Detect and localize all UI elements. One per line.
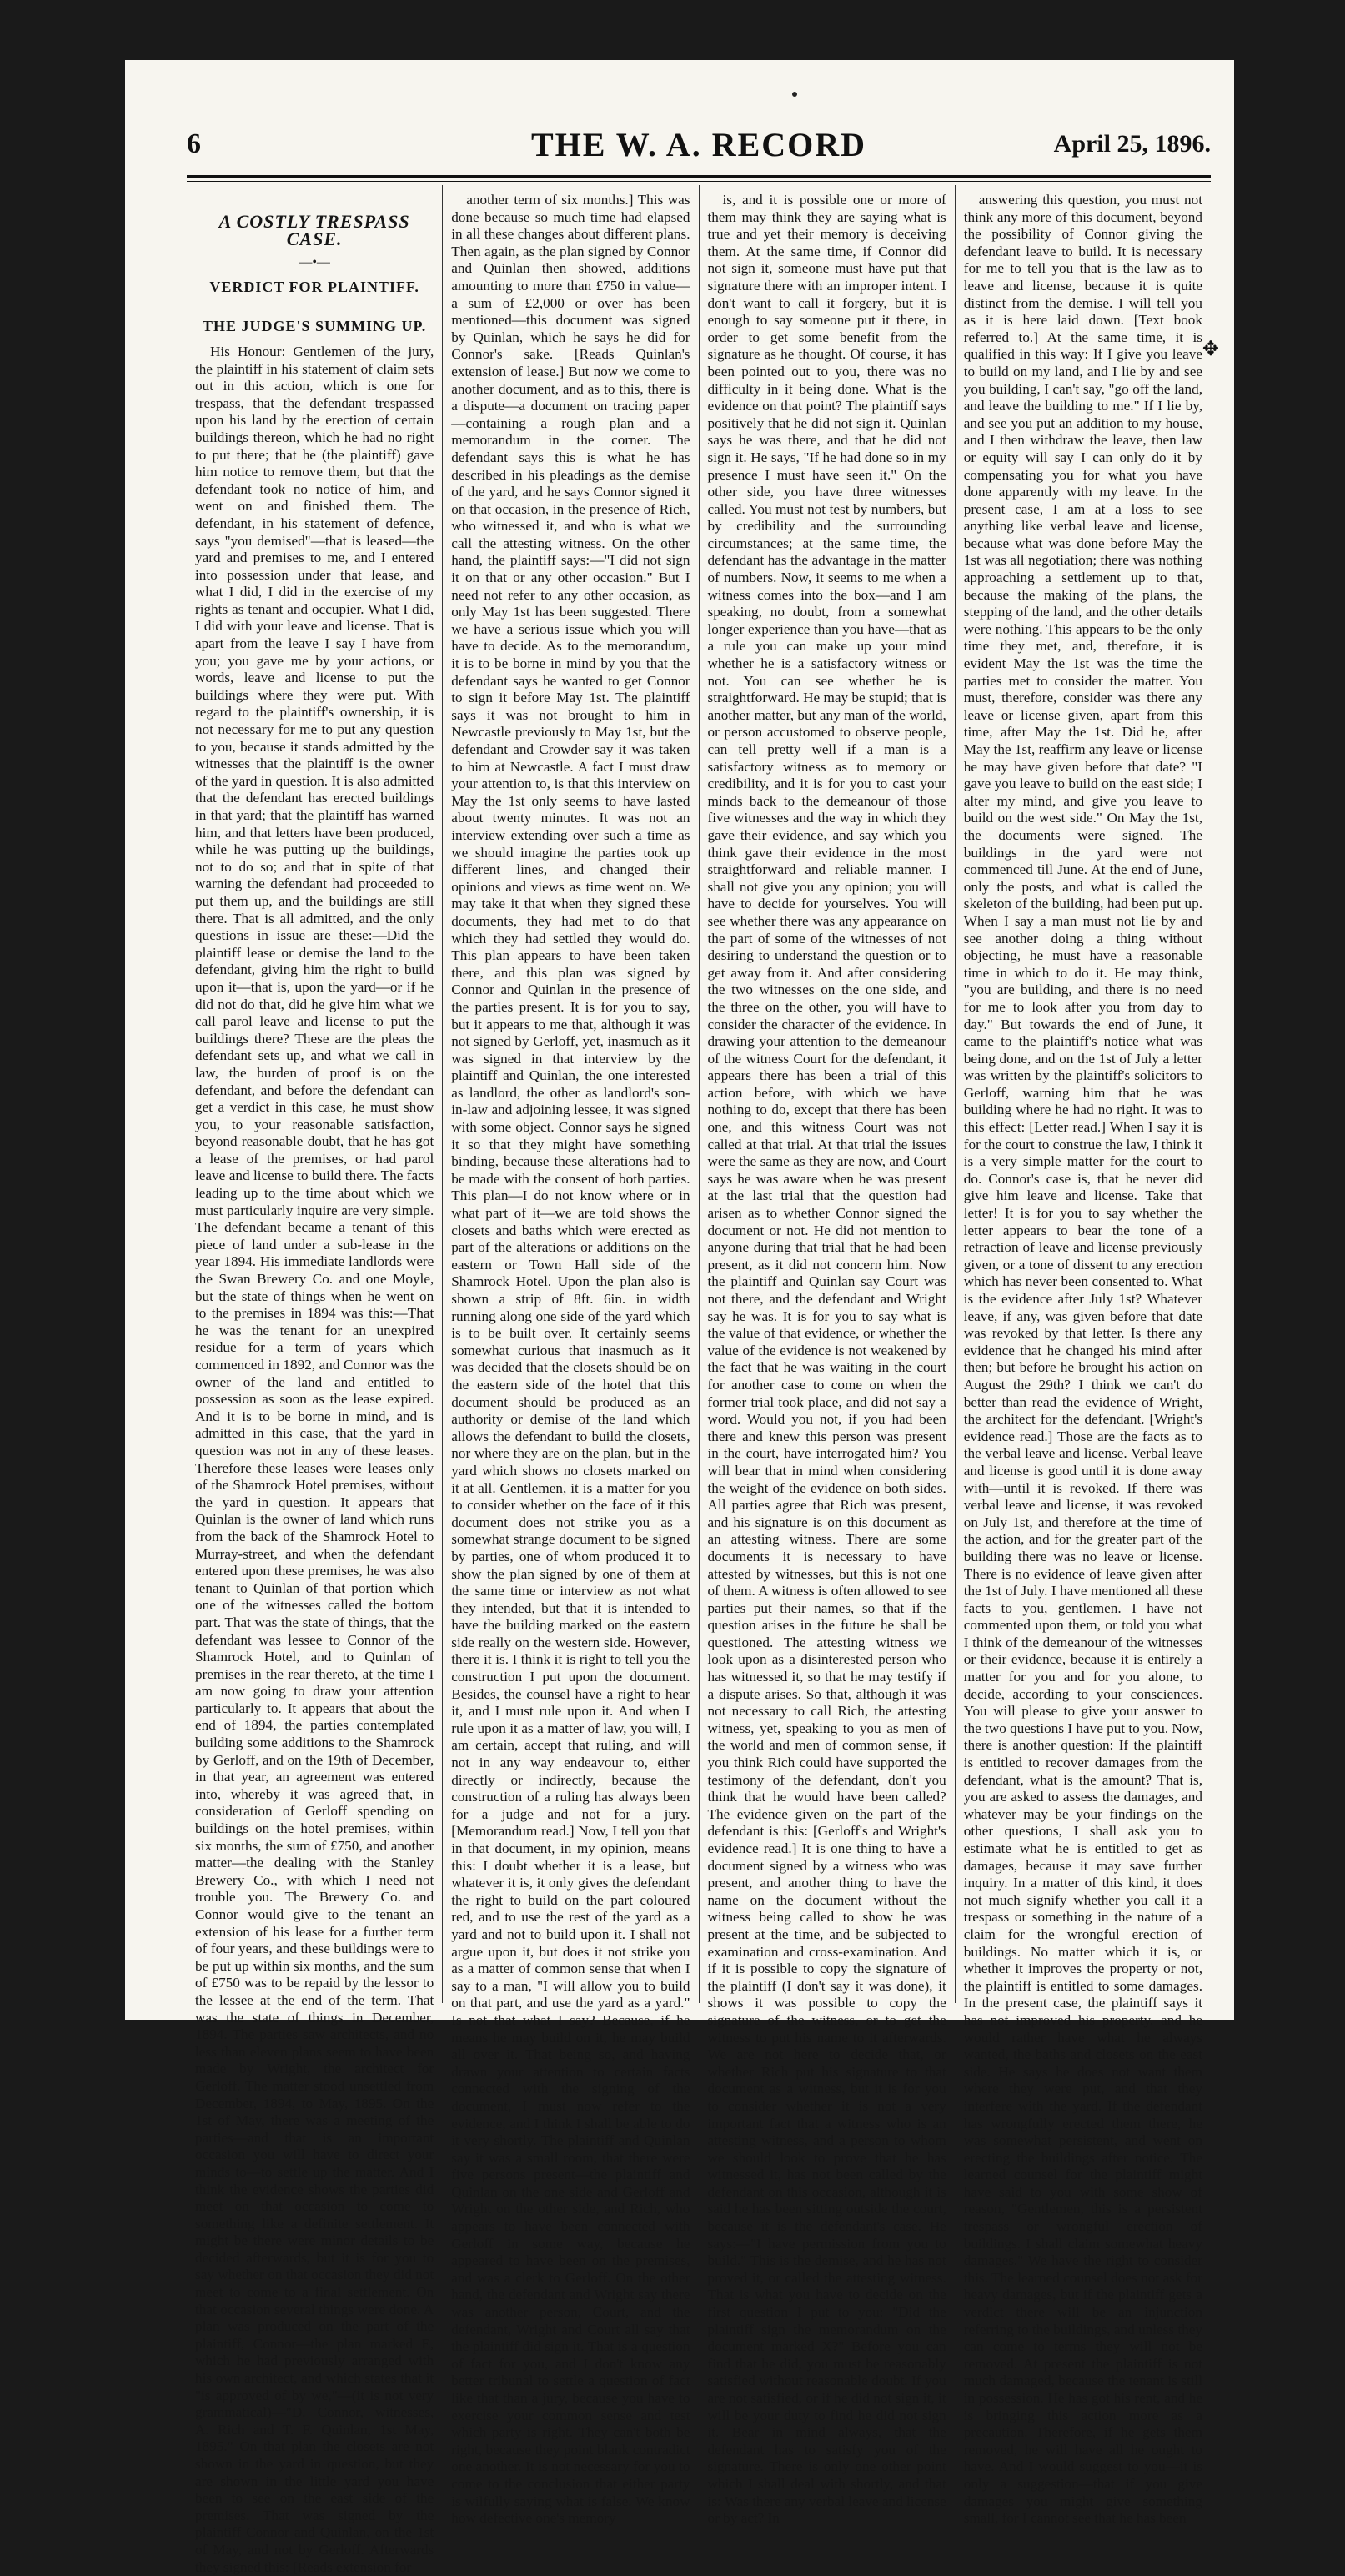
column-1 bbox=[187, 185, 442, 2575]
column-text: another term of six months.] This was done because so much time had elapsed in all these changes about different plans. Then again, as the plan signed by Connor and Quinlan then showed, additions amounting to more than £750 in value—a sum of £2,000 or over has been mentioned—this document was signed by Quinlan, which he says he did for Connor's sake. [Reads Quinlan's extension of lease.] But now we come to another document, and as to this, there is a dispute—a document on tracing paper—containing a rough plan and a memorandum in the corner. The defendant says this is what he has described in his pleadings as the demise of the yard, and he says Connor signed it on that occasion, in the presence of Rich, who witnessed it, and who is what we call the attesting witness. On the other hand, the plaintiff says:—"I did not sign it on that or any other occasion." But I need not refer to any other occasion, as only May 1st has been suggested. There we have a serious issue which you will have to decide. As to the memorandum, it is to be borne in mind by you that the defendant says he wanted to get Connor to sign it before May 1st. The plaintiff says it was not brought to him in Newcastle previously to May 1st, but the defendant and Crowder say it was taken to him at Newcastle. A fact I must draw your attention to, is that this interview on May the 1st only seems to have lasted about twenty minutes. It was not an interview extending over such a time as we should imagine the parties took up different lines, and changed their opinions and views as time went on. We may take it that when they signed these documents, they had met to do that which they had settled they would do. This plan appears to have been taken there, and this plan was signed by Connor and Quinlan in the presence of the parties present. It is for you to say, but it appears to me that, although it was not signed by Gerloff, yet, inasmuch as it was signed in that interview by the plaintiff and Quinlan, the one interested as landlord, the other as landlord's son-in-law and adjoining lessee, it was signed with some object. Connor says he signed it so that they might have something binding, because these alterations had to be made with the consent of both parties. This plan—I do not know where or in what part of it—we are told shows the closets and baths which were erected as part of the alterations or additions on the eastern or Town Hall side of the Shamrock Hotel. Upon the plan also is shown a strip of 8ft. 6in. in width running along one side of the yard which is to be built over. It certainly seems somewhat curious that inasmuch as it was decided that the closets should be on the eastern side of the hotel that this document should be produced as an authority or demise of the land which allows the defendant to build the closets, nor where they are on the plan, but in the yard which shows no closets marked on it at all. Gentlemen, it is a matter for you to consider whether on the face of it this document does not strike you as a somewhat strange document to be signed by parties, one of whom produced it to show the plan signed by one of them at the same time or interview as not what they intended, but that it is intended to have the building marked on the eastern side really on the western side. However, there it is. I think it is right to tell you the construction I put upon the document. Besides, the counsel have a right to hear it, and I must rule upon it. And when I rule upon it as a matter of law, you will, I am certain, accept that ruling, and will not in any way endeavour to, either directly or indirectly, because the construction of a ruling has always been for a judge and not for a jury. [Memorandum read.] Now, I tell you that in that document, in my opinion, means this: I doubt whether it is a lease, but whatever it is, it only gives the defendant the right to build on the part coloured red, and to use the rest of the yard as a yard and not to build upon it. I shall not argue upon it, but does it not strike you as a matter of common sense that when I say to a man, "I will allow you to build on that part, and use the yard as a yard." Is not that what I say? Because, if he means he may build on it, he may build all over it. That being so, and having drawn your attention to certain facts connected with the signing of the document, I must now refer to the evidence, and I think I shall be able to do it very shortly. The plaintiff and Quinlan say it was a small room, that there were five persons present—the plaintiff and Quinlan on the one side and Gerloff and Wright on the other side, and Rich, who appears to have been connected with Gerloff in some way, because he appeared to have been on the premises, and was a clerk to Gerloff. On the other hand, the defendant and Wright say there was another person, Court, and the defendant, Wright and Court all say that the plaintiff did sign it. That is a question of fact for you, and I don't know any better tribunal to settle a question of fact like that than a jury, because you have to exercise your common sense and test which party is right. They can't both be right, because they point blank contradict one another. It is not necessary for you to come to the conclusion that either party is wilfully saying what is false. We know how defective one's memory bbox=[451, 192, 690, 2527]
column-text: His Honour: Gentlemen of the jury, the plaintiff in his statement of claim sets out in this action, which is one for trespass, that the defendant trespassed upon his land by the erection of certain buildings thereon, which he had no right to put there; that he (the plaintiff) gave him notice to remove them, but that the defendant took no notice of him, and went on and finished them. The defendant, in his statement of defence, says "you demised"—that is leased—the yard and premises to me, and I entered into possession under that lease, and what I did, I did in the exercise of my rights as tenant and occupier. What I did, I did with your leave and license. That is apart from the leave I say I have from you; you gave me by your actions, or words, leave and license to put the buildings where they were put. With regard to the plaintiff's ownership, it is not necessary for me to put any question to you, because it stands admitted by the witnesses that the plaintiff is the owner of the yard in question. It is also admitted that the defendant has erected buildings in that yard; that the plaintiff has warned him, and that letters have been produced, while he was putting up the buildings, not to do so; and that in spite of that warning the defendant had proceeded to put them up, and the buildings are still there. That is all admitted, and the only questions in issue are these:—Did the plaintiff lease or demise the land to the defendant, giving him the right to build upon it—that is, upon the yard—or if he did not do that, did he give him what we call parol leave and license to put the buildings there? These are the pleas the defendant sets up, and what we call in law, the burden of proof is on the defendant, and before the defendant can get a verdict in this case, he must show you, to your reasonable satisfaction, beyond reasonable doubt, that he has got a lease of the premises, or had parol leave and license to build there. The facts leading up to the time about which we must particularly inquire are very simple. The defendant became a tenant of this piece of land under a sub-lease in the year 1894. His immediate landlords were the Swan Brewery Co. and one Moyle, but the state of things when he went on to the premises in 1894 was this:—That he was the tenant for an unexpired residue for a term of years which commenced in 1892, and Connor was the owner of the land and entitled to possession as soon as the lease expired. And it is to be borne in mind, and is admitted in this case, that the yard in question was not in any of these leases. Therefore these leases were leases only of the Shamrock Hotel premises, without the yard in question. It appears that Quinlan is the owner of land which runs from the back of the Shamrock Hotel to Murray-street, and when the defendant entered upon these premises, he was also tenant to Quinlan of that portion which one of the witnesses called the bottom part. That was the state of things, that the defendant was lessee to Connor of the Shamrock Hotel, and to Quinlan of premises in the rear thereto, at the time I am now going to draw your attention particularly to. It appears that about the end of 1894, the parties contemplated building some additions to the Shamrock by Gerloff, and on the 19th of December, in that year, an agreement was entered into, whereby it was agreed that, in consideration of Gerloff spending on buildings on the hotel premises, within six months, the sum of £750, and another matter—the dealing with the Stanley Brewery Co., with which I need not trouble you. The Brewery Co. and Connor would give to the tenant an extension of his lease for a further term of four years, and these buildings were to be put up within six months, and the sum of £750 was to be repaid by the lessor to the lessee at the end of the term. That was the state of things in December, 1894. The parties saw architects, and no less than eleven plans seem to have been made by Wright, the architect for Gerloff. The matter stood unsettled from December, 1894, to May, 1895. On the 1st of May, there was a meeting of the parties—and that is an important occasion you will have to direct your minds to—to settle up the matter. And I think the evidence shows the parties did meet on that occasion to come to something like a definite settlement. It might be there were minor details to be decided afterwards, but it is for you to say whether on that occasion they did not meet to come to a final settlement. On that occasion several things were done. A plan was produced on the part of the plaintiff, Connor—the plan marked E, which he had previously arranged with his own architect, and which states that it "is approved of by we,"—(it is not very grammatical)—"D. Connor, witnesses, A. Rich and T. F. Quinlan, 1st May, 1895." On that plan the closets are not shown in the yard in question, but they are shown in the little yard you have been to see on the east side of the premises. That was signed by the plaintiff Connor and Quinlan, on the 1st of May, and not by Gerloff. Afterwards they signed this: [Reads extension for bbox=[195, 343, 434, 2575]
page-header bbox=[187, 125, 1211, 167]
section-heading: THE JUDGE'S SUMMING UP. bbox=[202, 318, 427, 335]
article-title: A COSTLY TRESPASS CASE. bbox=[218, 211, 410, 249]
column-2 bbox=[442, 185, 698, 2527]
masthead: THE W. A. RECORD bbox=[530, 126, 867, 163]
issue-date: April 25, 1896. bbox=[1053, 130, 1211, 158]
header-rule bbox=[187, 175, 1211, 182]
column-text: is, and it is possible one or more of them may think they are saying what is true and yet their memory is deceiving them. At the same time, if Connor did not sign it, someone must have put that signature there with an improper intent. I don't want to call it forgery, but it is enough to say someone put it there, in order to get some benefit from the signature as he thought. Of course, it has been pointed out to you, there was no difficulty in it being done. What is the evidence on that point? The plaintiff says positively that he did not sign it. Quinlan says he was there, and that he did not sign it. He says, "If he had done so in my presence I must have seen it." On the other side, you have three witnesses called. You must not test by numbers, but by credibility and the surrounding circumstances; at the same time, the defendant has the advantage in the matter of numbers. Now, it seems to me when a witness comes into the box—and I am speaking, no doubt, from a somewhat longer experience than you have—that as a rule you can make up your mind whether he is a satisfactory witness or not. You can see whether he is straightforward. He may be stupid; that is another matter, but any man of the world, or person accustomed to observe people, can tell pretty well if a man is a satisfactory witness as to memory or credibility, and it is for you to cast your minds back to the demeanour of those five witnesses and the way in which they gave their evidence, and say which you think gave their evidence in the most straightforward and reliable manner. I shall not give you any opinion; you will have to decide for yourselves. You will see whether there was any appearance on the part of some of the witnesses of not desiring to understand the question or to get away from it. And after considering the two witnesses on the one side, and the three on the other, you will have to consider the character of the evidence. In drawing your attention to the demeanour of the witness Court for the defendant, it appears there has been a trial of this action before, with which we have nothing to do, except that there has been one, and this witness Court was not called at that trial. At that trial the issues were the same as they are now, and Court says he was aware when he was present at the last trial that the question had arisen as to whether Connor signed the document or not. He did not mention to anyone during that trial that he had been present, as it did not concern him. Now the plaintiff and Quinlan say Court was not there, and the defendant and Wright say he was. It is for you to say what is the value of that evidence, or whether the value of the evidence is not weakened by the fact that he was waiting in the court for another case to come on when the former trial took place, and did not say a word. Would you not, if you had been there and knew this person was present in the court, have interrogated him? You will bear that in mind when considering the weight of the evidence on both sides. All parties agree that Rich was present, and his signature is on this document as an attesting witness. There are some documents it is necessary to have attested by witnesses, but this is not one of them. A witness is often allowed to see parties put their names, so that if the question arises in the future he shall be questioned. The attesting witness we look upon as a disinterested person who has witnessed it, so that he may testify if a dispute arises. So that, although it was not necessary to call Rich, the attesting witness, yet, speaking to you as men of the world and men of common sense, if you think Rich could have supported the testimony of the defendant, don't you think that he would have been called? The evidence given on the part of the defendant is this: [Gerloff's and Wright's evidence read.] It is one thing to have a document signed by a witness who was present, and another thing to have the name on the document without the witness being called to show he was present at the time, and be subjected to examination and cross-examination. And if it is possible to copy the signature of the plaintiff (I don't say it was done), it shows it was possible to copy the signature of the witness, or to get the witness to put his name to it afterwards. We are not here to decide that, or whether Rich put his signature to that document as a witness, but it is for you to consider whether it is not a very important fact that a witness who is an attesting witness, and a person to whom we should look to prove that he has witnessed it, has not been called by the defendant on this occasion, although it is said he has been sitting outside the court, because it is the defendant's case. He says:—"I have permission from you to build." This is the demise, and he has not proved it, or called the attesting witness. That is what you have to decide on the first question I put to you: "Did the plaintiff sign the memorandum on the document marked X?" Before you can find that he did, you must be reasonably satisfied without reasonable doubt. If you are not satisfied, or if he did not sign it, it will be your duty to find he did not sign it. Bear in mind always, that the defendant has to satisfy you of the signature. There is only one other point which I shall deal with shortly, and that is: Was there any verbal leave and license or by act? In bbox=[707, 192, 946, 2527]
binding-mark-icon: ✥ bbox=[1202, 337, 1219, 360]
title-ornament: —•— bbox=[299, 255, 330, 270]
column-4 bbox=[955, 185, 1211, 2527]
column-3 bbox=[699, 185, 955, 2527]
page-number: 6 bbox=[187, 128, 201, 159]
column-text: answering this question, you must not think any more of this document, beyond the possibility of Connor giving the defendant leave to build. It is necessary for me to tell you that is the law as to leave and license, because it is quite distinct from the demise. I will tell you as it is here laid down. [Text book referred to.] At the same time, it is qualified in this way: If I give you leave to build on my land, and I lie by and see you building, I can't say, "go off the land, and leave the building to me." If I lie by, and see you put an addition to my house, and I then withdraw the leave, then law or equity will say I can only do it by compensating you for what you have done apparently with my leave. In the present case, I am at a loss to see anything like verbal leave and license, because what was done before May the 1st was all negotiation; there was nothing approaching a settlement up to that, because the making of the plans, the stepping of the land, and the other details were nothing. This appears to be the only time they met, and, therefore, it is evident May the 1st was the time the parties met to consider the matter. You must, therefore, consider was there any leave or license given, apart from this time, after May the 1st. Did he, after May the 1st, reaffirm any leave or license he may have given before that date? "I gave you leave to build on the east side; I alter my mind, and give you leave to build on the west side." On May the 1st, the documents were signed. The buildings in the yard were not commenced till June. At the end of June, only the posts, and what is called the skeleton of the building, had been put up. When I say a man must not lie by and see another doing a thing without objecting, he must have a reasonable time in which to do it. He may think, "you are building, and there is no need for me to look after you from day to day." But towards the end of June, it came to the plaintiff's notice what was being done, and on the 1st of July a letter was written by the plaintiff's solicitors to Gerloff, warning him that he was building where he had no right. It was to this effect: [Letter read.] When I say it is for the court to construe the law, I think it is a very simple matter for the court to do. Connor's case is, that he never did give him leave and license. Take that letter! It is for you to say whether the letter appears to bear the tone of a retraction of leave and license previously given, or a tone of dissent to any erection which has never been consented to. What is the evidence after July 1st? Whatever leave, if any, was given before that date was revoked by that letter. Is there any evidence that he changed his mind after then; but before he brought his action on August the 29th? I think we can't do better than read the evidence of Wright, the architect for the defendant. [Wright's evidence read.] Those are the facts as to the verbal leave and license. Verbal leave and license is good until it is done away with—until it is revoked. If there was verbal leave and license, it was revoked on July 1st, and therefore at the time of the action, and for the greater part of the building there was no leave or license. There is no evidence of leave given after the 1st of July. I have mentioned all these facts to you, gentlemen. I have not commented upon them, or told you what I think of the demeanour of the witnesses or their evidence, because it is entirely a matter for you and for you alone, to decide, according to your consciences. You will please to give your answer to the two questions I have put to you. Now, there is another question: If the plaintiff is entitled to recover damages from the defendant, what is the amount? That is, you are asked to assess the damages, and whatever may be your findings on the other questions, I shall ask you to estimate what he is entitled to get as damages, because it may save further inquiry. In a matter of this kind, it does not much signify whether you call it a trespass or something in the nature of a claim for the wrongful erection of buildings. No matter which it is, or whether it improves the property or not, the plaintiff is entitled to some damages. In the present case, the plaintiff says it has not improved his property, and he would rather have what he always wanted, the baths and closets on the east side. He says he does not want them where they were put, and that they interfere with the yard. If the defendant has wrongfully erected them there, he was somewhat persistent, and went on erecting the buildings after notice. The learned counsel for the plaintiff might have said to you with some show of reason, "Gentlemen, this is a persistent trespass or wrongful erection of buildings. I shall claim somewhat heavy damages." We have the right to consider this. The learned counsel does not ask for heavy damages, but if the plaintiff gets a verdict there will be an injunction referring to the buildings, and unless they can come to terms they will not be removed. At present the plaintiff is not much damaged, because the tenant is still in possession. He has got his rent, and he is bringing this action more as a precaution. Therefore, if he gets them removed, he will have all he ought to have. And I would suggest to you—it is only a suggestion—that if you give damages you might give something small, for I cannot see that he has been bbox=[963, 192, 1203, 2527]
print-speck bbox=[792, 92, 797, 97]
newspaper-page bbox=[125, 60, 1234, 2575]
article-columns bbox=[187, 185, 1211, 2575]
article-subtitle: VERDICT FOR PLAINTIFF. bbox=[209, 278, 419, 295]
